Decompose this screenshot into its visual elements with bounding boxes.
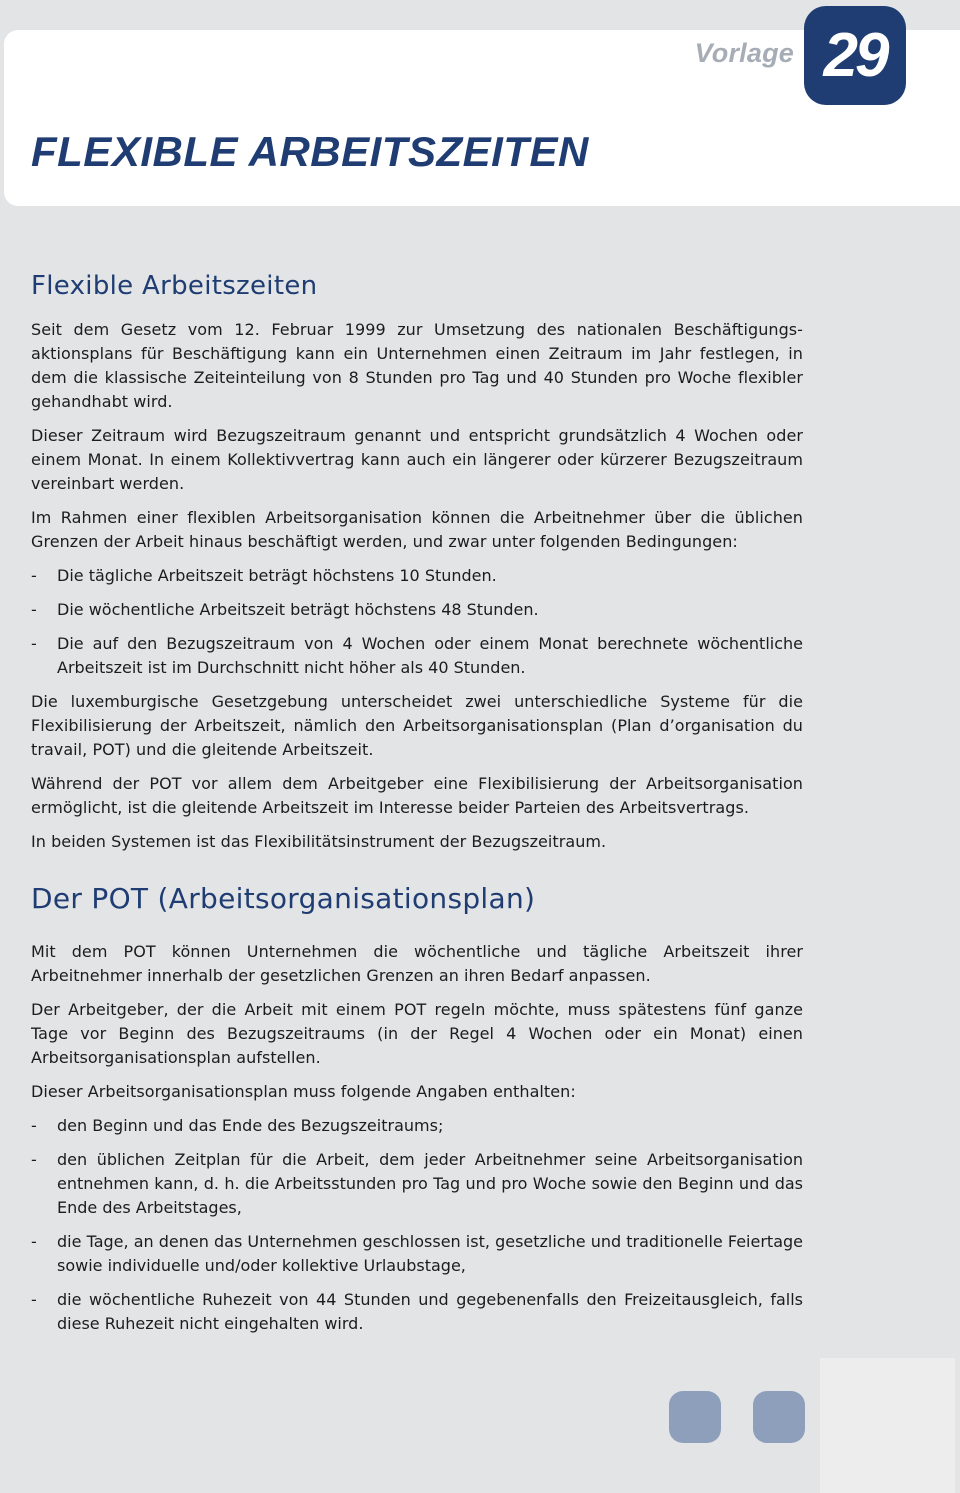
list-item: - die Tage, an denen das Unternehmen geschlossen ist, gesetzliche und traditionelle Feiertage sowie individuelle und/oder kollektive Urlaubstage, [31,1230,803,1278]
list-item: - Die wöchentliche Arbeitszeit beträgt höchstens 48 Stunden. [31,598,803,622]
paragraph: Im Rahmen einer flexiblen Arbeitsorganisation können die Arbeitnehmer über die üblichen Grenzen der Arbeit hinaus beschäftigt werden, und zwar unter folgenden Bedingungen: [31,508,803,551]
list-item: - den üblichen Zeitplan für die Arbeit, dem jeder Arbeitnehmer seine Arbeitsorganisation entnehmen kann, d. h. die Arbeitsstunden pro Tag und pro Woche sowie den Beginn und das Ende des Arbeitstages, [31,1148,803,1220]
conditions-list [31,564,803,680]
list-item: - Die auf den Bezugszeitraum von 4 Wochen oder einem Monat berechnete wöchentliche Arbeitszeit ist im Durchschnitt nicht höher als 40 Stunden. [31,632,803,680]
footer-corner-panel [820,1358,955,1493]
list-item: - den Beginn und das Ende des Bezugszeitraums; [31,1114,803,1138]
section-heading-flexible: Flexible Arbeitszeiten [31,271,318,301]
pot-requirements-list [31,1114,803,1336]
list-item: - Die tägliche Arbeitszeit beträgt höchstens 10 Stunden. [31,564,803,588]
paragraph: Mit dem POT können Unternehmen die wöchentliche und tägliche Arbeitszeit ihrer Arbeitnehmer innerhalb der gesetzlichen Grenzen an ihren Bedarf anpassen. [31,942,803,985]
main-content [31,266,803,1346]
paragraph: Der Arbeitgeber, der die Arbeit mit einem POT regeln möchte, muss spätestens fünf ganze Tage vor Beginn des Bezugszeitraums (in der Regel 4 Wochen oder ein Monat) einen Arbeitsorganisationsplan aufstellen. [31,1000,803,1067]
section-heading-pot: Der POT (Arbeitsorganisationsplan) [31,882,536,915]
paragraph: Die luxemburgische Gesetzgebung unterscheidet zwei unterschiedliche Systeme für die Flexibilisierung der Arbeitszeit, nämlich den Arbeitsorganisationsplan (Plan d’organisation du travail, POT) und die gleitende Arbeitszeit. [31,692,803,759]
paragraph: In beiden Systemen ist das Flexibilitätsinstrument der Bezugszeitraum. [31,832,607,851]
template-label: Vorlage [694,38,794,68]
paragraph: Seit dem Gesetz vom 12. Februar 1999 zur Umsetzung des nationalen Beschäftigungs-aktionsplans für Beschäftigung kann ein Unternehmen einen Zeitraum im Jahr festlegen, in dem die klassische Zeiteinteilung von 8 Stunden pro Tag und 40 Stunden pro Woche flexibler gehandhabt wird. [31,320,803,411]
paragraph: Dieser Zeitraum wird Bezugszeitraum genannt und entspricht grundsätzlich 4 Wochen oder einem Monat. In einem Kollektivvertrag kann auch ein längerer oder kürzerer Bezugszeitraum vereinbart werden. [31,426,803,493]
previous-page-button[interactable] [669,1391,721,1443]
paragraph: Während der POT vor allem dem Arbeitgeber eine Flexibilisierung der Arbeitsorganisation ermöglicht, ist die gleitende Arbeitszeit im Interesse beider Parteien des Arbeitsvertrags. [31,774,803,817]
page-title: FLEXIBLE ARBEITSZEITEN [31,128,589,175]
template-number-badge: 29 [804,6,906,105]
paragraph: Dieser Arbeitsorganisationsplan muss folgende Angaben enthalten: [31,1082,576,1101]
list-item: - die wöchentliche Ruhezeit von 44 Stunden und gegebenenfalls den Freizeitausgleich, falls diese Ruhezeit nicht eingehalten wird. [31,1288,803,1336]
next-page-button[interactable] [753,1391,805,1443]
